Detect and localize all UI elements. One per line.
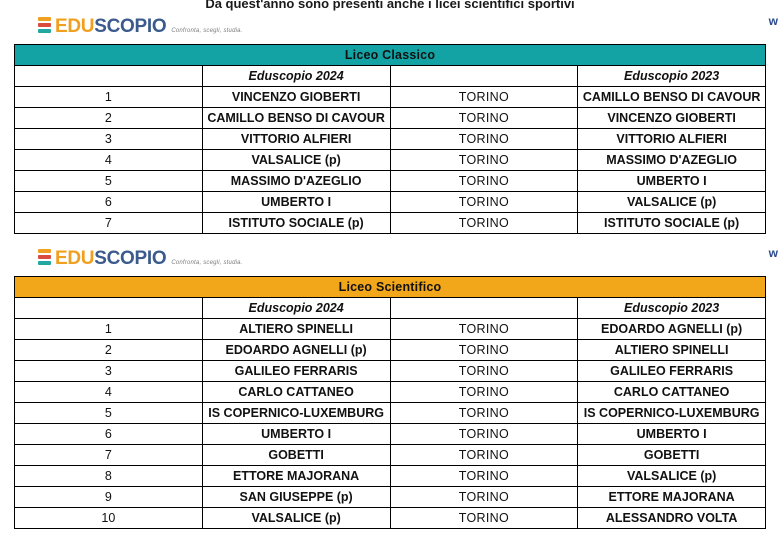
eduscopio-logo: [38, 17, 243, 36]
row-index: 3: [15, 361, 203, 382]
section-liceo-scientifico: [14, 240, 778, 529]
row-school-2023: VINCENZO GIOBERTI: [578, 108, 766, 129]
table-row: [15, 508, 766, 529]
brand-row-classico: [14, 8, 778, 44]
table-row: [15, 87, 766, 108]
row-school-2023: ISTITUTO SOCIALE (p): [578, 213, 766, 234]
section-title-classico: Liceo Classico: [15, 45, 766, 66]
row-index: 4: [15, 382, 203, 403]
logo-text-edu: EDU: [55, 247, 95, 269]
row-school-2024: GOBETTI: [202, 445, 390, 466]
row-school-2024: VINCENZO GIOBERTI: [202, 87, 390, 108]
row-school-2024: UMBERTO I: [202, 192, 390, 213]
table-subheader-row: [15, 66, 766, 87]
logo-text-edu: EDU: [55, 15, 95, 37]
subheader-2024-classico: Eduscopio 2024: [202, 66, 390, 87]
brand-row-scientifico: [14, 240, 778, 276]
table-row: [15, 487, 766, 508]
brand-right-label-classico: w: [768, 14, 778, 28]
row-school-2023: ALESSANDRO VOLTA: [578, 508, 766, 529]
row-index: 9: [15, 487, 203, 508]
logo-tagline: Confronta, scegli, studia.: [171, 259, 243, 266]
row-school-2023: UMBERTO I: [578, 424, 766, 445]
brand-right-label-scientifico: w: [768, 246, 778, 260]
row-school-2023: ALTIERO SPINELLI: [578, 340, 766, 361]
row-index: 6: [15, 192, 203, 213]
row-school-2023: EDOARDO AGNELLI (p): [578, 319, 766, 340]
row-city: TORINO: [390, 487, 578, 508]
row-school-2023: GOBETTI: [578, 445, 766, 466]
table-row: [15, 108, 766, 129]
row-index: 7: [15, 213, 203, 234]
table-row: [15, 445, 766, 466]
eduscopio-logo: [38, 249, 243, 268]
row-city: TORINO: [390, 192, 578, 213]
row-city: TORINO: [390, 108, 578, 129]
row-school-2023: CARLO CATTANEO: [578, 382, 766, 403]
row-school-2023: IS COPERNICO-LUXEMBURG: [578, 403, 766, 424]
row-school-2024: MASSIMO D'AZEGLIO: [202, 171, 390, 192]
row-city: TORINO: [390, 150, 578, 171]
row-index: 10: [15, 508, 203, 529]
table-row: [15, 382, 766, 403]
row-school-2024: GALILEO FERRARIS: [202, 361, 390, 382]
row-school-2024: VALSALICE (p): [202, 150, 390, 171]
logo-text-scopio: SCOPIO: [94, 247, 167, 269]
table-row: [15, 403, 766, 424]
subheader-index-classico: [15, 66, 203, 87]
row-index: 5: [15, 403, 203, 424]
row-city: TORINO: [390, 424, 578, 445]
subheader-city-classico: [390, 66, 578, 87]
section-title-scientifico: Liceo Scientifico: [15, 277, 766, 298]
logo-text-scopio: SCOPIO: [94, 15, 167, 37]
subheader-2023-classico: Eduscopio 2023: [578, 66, 766, 87]
row-school-2023: ETTORE MAJORANA: [578, 487, 766, 508]
row-city: TORINO: [390, 466, 578, 487]
row-index: 2: [15, 108, 203, 129]
table-row: [15, 319, 766, 340]
row-school-2024: CARLO CATTANEO: [202, 382, 390, 403]
row-school-2024: ALTIERO SPINELLI: [202, 319, 390, 340]
row-school-2023: MASSIMO D'AZEGLIO: [578, 150, 766, 171]
row-index: 8: [15, 466, 203, 487]
ranking-table-scientifico: [14, 276, 766, 529]
row-school-2024: CAMILLO BENSO DI CAVOUR: [202, 108, 390, 129]
row-index: 4: [15, 150, 203, 171]
table-row: [15, 424, 766, 445]
row-city: TORINO: [390, 361, 578, 382]
row-school-2024: ETTORE MAJORANA: [202, 466, 390, 487]
row-city: TORINO: [390, 171, 578, 192]
row-school-2024: EDOARDO AGNELLI (p): [202, 340, 390, 361]
row-school-2023: VALSALICE (p): [578, 192, 766, 213]
row-city: TORINO: [390, 319, 578, 340]
subheader-2024-scientifico: Eduscopio 2024: [202, 298, 390, 319]
table-row: [15, 171, 766, 192]
row-school-2023: VITTORIO ALFIERI: [578, 129, 766, 150]
table-row: [15, 213, 766, 234]
section-liceo-classico: [14, 8, 778, 234]
row-school-2024: IS COPERNICO-LUXEMBURG: [202, 403, 390, 424]
row-city: TORINO: [390, 382, 578, 403]
table-row: [15, 150, 766, 171]
row-city: TORINO: [390, 129, 578, 150]
top-note: Da quest'anno sono presenti anche i licei scientifici sportivi: [205, 0, 575, 11]
row-index: 1: [15, 87, 203, 108]
row-index: 1: [15, 319, 203, 340]
row-index: 3: [15, 129, 203, 150]
table-subheader-row: [15, 298, 766, 319]
row-school-2024: UMBERTO I: [202, 424, 390, 445]
row-index: 7: [15, 445, 203, 466]
row-index: 5: [15, 171, 203, 192]
row-city: TORINO: [390, 445, 578, 466]
row-school-2024: VITTORIO ALFIERI: [202, 129, 390, 150]
row-index: 2: [15, 340, 203, 361]
row-school-2023: GALILEO FERRARIS: [578, 361, 766, 382]
table-row: [15, 466, 766, 487]
table-title-row: [15, 277, 766, 298]
row-city: TORINO: [390, 508, 578, 529]
subheader-index-scientifico: [15, 298, 203, 319]
subheader-2023-scientifico: Eduscopio 2023: [578, 298, 766, 319]
row-school-2024: VALSALICE (p): [202, 508, 390, 529]
table-row: [15, 340, 766, 361]
row-school-2023: CAMILLO BENSO DI CAVOUR: [578, 87, 766, 108]
row-index: 6: [15, 424, 203, 445]
table-title-row: [15, 45, 766, 66]
table-row: [15, 129, 766, 150]
row-city: TORINO: [390, 340, 578, 361]
row-city: TORINO: [390, 213, 578, 234]
table-row: [15, 361, 766, 382]
subheader-city-scientifico: [390, 298, 578, 319]
ranking-table-classico: [14, 44, 766, 234]
row-school-2023: VALSALICE (p): [578, 466, 766, 487]
row-school-2024: ISTITUTO SOCIALE (p): [202, 213, 390, 234]
logo-bars-icon: [38, 17, 51, 36]
row-school-2023: UMBERTO I: [578, 171, 766, 192]
row-city: TORINO: [390, 403, 578, 424]
logo-tagline: Confronta, scegli, studia.: [171, 27, 243, 34]
row-school-2024: SAN GIUSEPPE (p): [202, 487, 390, 508]
table-row: [15, 192, 766, 213]
row-city: TORINO: [390, 87, 578, 108]
logo-bars-icon: [38, 249, 51, 268]
